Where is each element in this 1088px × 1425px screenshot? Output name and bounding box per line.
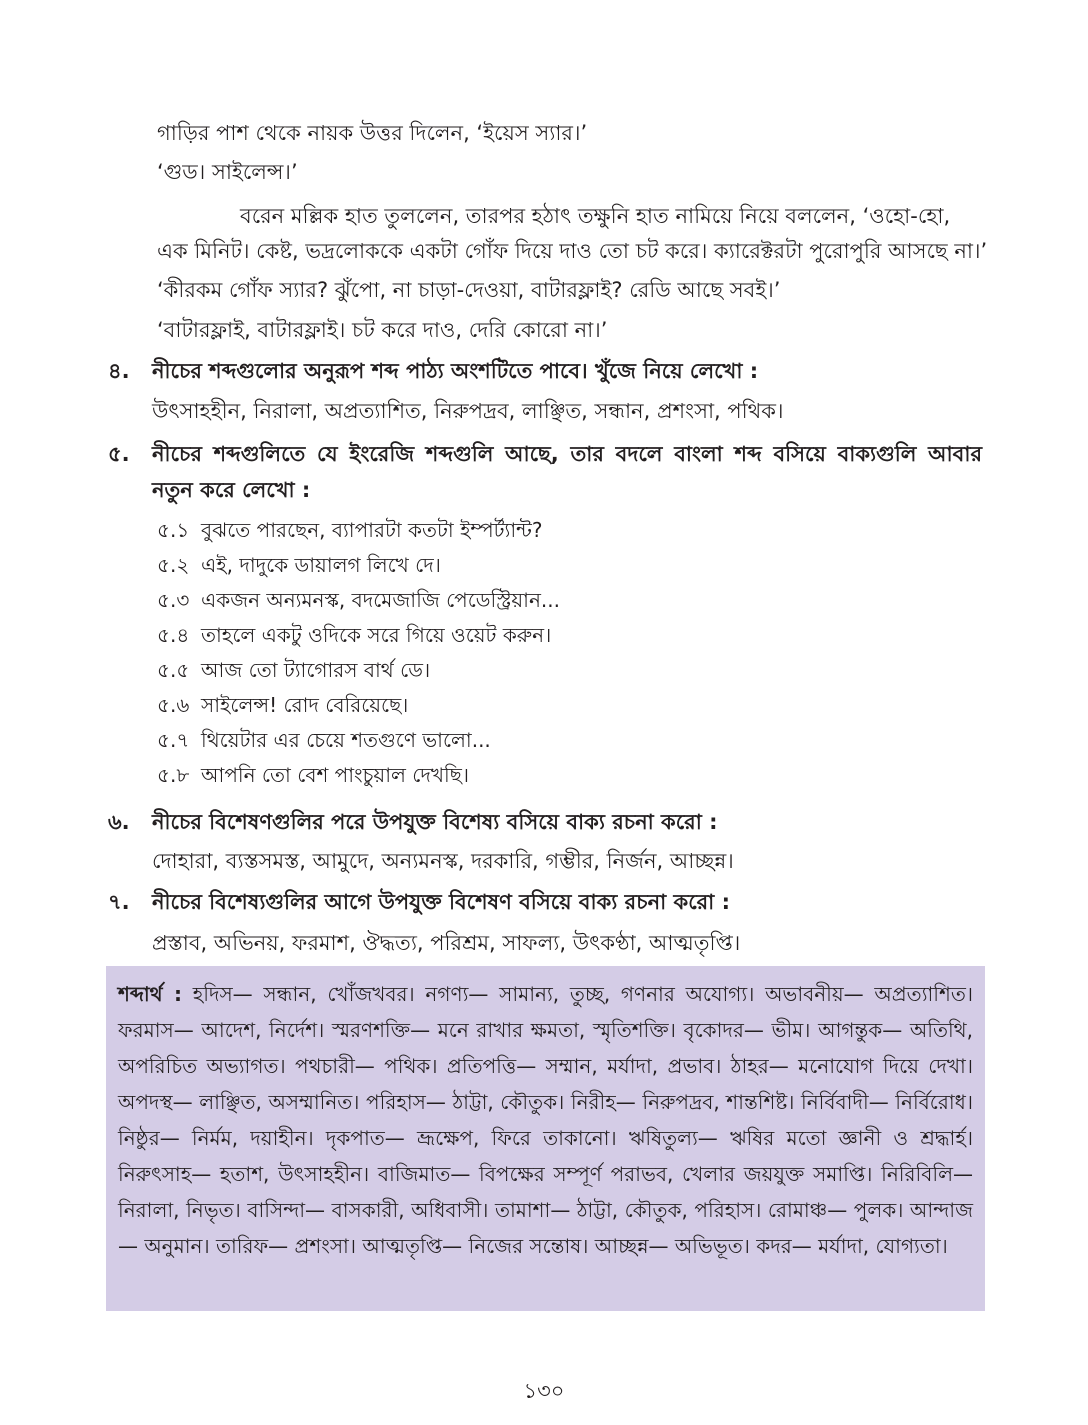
list-item-text: একজন অন্যমনস্ক, বদমেজাজি পেডেস্ট্রিয়ান... bbox=[201, 588, 560, 612]
list-item bbox=[157, 621, 551, 649]
question-heading: নীচের শব্দগুলিতে যে ইংরেজি শব্দগুলি আছে, তার বদলে বাংলা শব্দ বসিয়ে বাক্যগুলি আবার bbox=[152, 442, 982, 466]
question-heading-cont: নতুন করে লেখো : bbox=[152, 478, 311, 502]
glossary-text bbox=[118, 976, 973, 1264]
dialogue-line: এক মিনিট। কেষ্ট, ভদ্রলোককে একটা গোঁফ দিয়ে দাও তো চট করে। ক্যারেক্টরটা পুরোপুরি আসছে না।’ bbox=[157, 239, 988, 263]
glossary-label: শব্দার্থ : bbox=[118, 982, 182, 1006]
list-item bbox=[157, 656, 430, 684]
glossary-box bbox=[106, 966, 985, 1311]
list-item-number: ৫.৫ bbox=[157, 658, 190, 682]
page-number: ১৩০ bbox=[523, 1379, 565, 1403]
dialogue-line: ‘কীরকম গোঁফ স্যার? ঝুঁপো, না চাড়া-দেওয়া, বাটারফ্লাই? রেডি আছে সবই।’ bbox=[157, 278, 781, 302]
question-body: দোহারা, ব্যস্তসমস্ত, আমুদে, অন্যমনস্ক, দরকারি, গম্ভীর, নির্জন, আচ্ছন্ন। bbox=[152, 849, 734, 873]
list-item-number: ৫.১ bbox=[157, 518, 190, 542]
list-item bbox=[157, 726, 491, 754]
list-item bbox=[157, 586, 560, 614]
list-item-text: তাহলে একটু ওদিকে সরে গিয়ে ওয়েট করুন। bbox=[201, 623, 552, 647]
question-heading: নীচের শব্দগুলোর অনুরূপ শব্দ পাঠ্য অংশটিতে পাবে। খুঁজে নিয়ে লেখো : bbox=[152, 359, 759, 383]
question-number: ৪. bbox=[108, 359, 130, 383]
list-item bbox=[157, 551, 441, 579]
list-item-number: ৫.২ bbox=[157, 553, 190, 577]
list-item-text: থিয়েটার এর চেয়ে শতগুণে ভালো... bbox=[201, 728, 491, 752]
dialogue-line: বরেন মল্লিক হাত তুললেন, তারপর হঠাৎ তক্ষুনি হাত নামিয়ে নিয়ে বললেন, ‘ওহো-হো, bbox=[240, 204, 951, 228]
list-item-number: ৫.৮ bbox=[157, 763, 190, 787]
list-item-text: আপনি তো বেশ পাংচুয়াল দেখছি। bbox=[201, 763, 470, 787]
list-item-number: ৫.৭ bbox=[157, 728, 190, 752]
question-heading: নীচের বিশেষ্যগুলির আগে উপযুক্ত বিশেষণ বসিয়ে বাক্য রচনা করো : bbox=[152, 890, 730, 914]
question-number: ৫. bbox=[108, 442, 130, 466]
list-item-text: আজ তো ট্যাগোরস বার্থ ডে। bbox=[201, 658, 431, 682]
question-number: ৬. bbox=[108, 810, 130, 834]
glossary-definitions: হদিস— সন্ধান, খোঁজখবর। নগণ্য— সামান্য, তুচ্ছ, গণনার অযোগ্য। অভাবনীয়— অপ্রত্যাশিত। ফরমাস— আদেশ, নির্দেশ। স্মরণশক্তি— মনে রাখার ক্ষমতা, স্মৃতিশক্তি। বৃকোদর— ভীম। আগন্তুক— অতিথি, অপরিচিত অভ্যাগত। পথচারী— পথিক। প্রতিপত্তি— সম্মান, মর্যাদা, প্রভাব। ঠাহর— মনোযোগ দিয়ে দেখা। অপদস্থ— লাঞ্ছিত, অসম্মানিত। পরিহাস— ঠাট্টা, কৌতুক। নিরীহ— নিরুপদ্রব, শান্তশিষ্ট। নির্বিবাদী— নির্বিরোধ। নিষ্ঠুর— নির্মম, দয়াহীন। দৃকপাত— ভ্রূক্ষেপ, ফিরে তাকানো। ঋষিতুল্য— ঋষির মতো জ্ঞানী ও শ্রদ্ধার্হ। নিরুৎসাহ— হতাশ, উৎসাহহীন। বাজিমাত— বিপক্ষের সম্পূর্ণ পরাভব, খেলার জয়যুক্ত সমাপ্তি। নিরিবিলি— নিরালা, নিভৃত। বাসিন্দা— বাসকারী, অধিবাসী। তামাশা— ঠাট্টা, কৌতুক, পরিহাস। রোমাঞ্চ— পুলক। আন্দাজ— অনুমান। তারিফ— প্রশংসা। আত্মতৃপ্তি— নিজের সন্তোষ। আচ্ছন্ন— অভিভূত। কদর— মর্যাদা, যোগ্যতা। bbox=[118, 982, 974, 1258]
list-item bbox=[157, 761, 469, 789]
dialogue-line: ‘গুড। সাইলেন্স।’ bbox=[157, 160, 298, 184]
list-item-number: ৫.৩ bbox=[157, 588, 190, 612]
dialogue-line: ‘বাটারফ্লাই, বাটারফ্লাই। চট করে দাও, দেরি কোরো না।’ bbox=[157, 318, 608, 342]
list-item bbox=[157, 691, 408, 719]
list-item-text: বুঝতে পারছেন, ব্যাপারটা কতটা ইম্পর্ট্যান্ট? bbox=[201, 518, 543, 542]
question-body: প্রস্তাব, অভিনয়, ফরমাশ, ঔদ্ধত্য, পরিশ্রম, সাফল্য, উৎকণ্ঠা, আত্মতৃপ্তি। bbox=[152, 931, 741, 955]
list-item-text: এই, দাদুকে ডায়ালগ লিখে দে। bbox=[201, 553, 441, 577]
list-item-number: ৫.৪ bbox=[157, 623, 190, 647]
question-body: উৎসাহহীন, নিরালা, অপ্রত্যাশিত, নিরুপদ্রব, লাঞ্ছিত, সন্ধান, প্রশংসা, পথিক। bbox=[152, 399, 784, 423]
list-item-number: ৫.৬ bbox=[157, 693, 190, 717]
dialogue-line: গাড়ির পাশ থেকে নায়ক উত্তর দিলেন, ‘ইয়েস স্যার।’ bbox=[157, 121, 588, 145]
list-item-text: সাইলেন্স! রোদ বেরিয়েছে। bbox=[201, 693, 409, 717]
list-item bbox=[157, 516, 543, 544]
question-number: ৭. bbox=[108, 890, 130, 914]
question-heading: নীচের বিশেষণগুলির পরে উপযুক্ত বিশেষ্য বসিয়ে বাক্য রচনা করো : bbox=[152, 810, 718, 834]
